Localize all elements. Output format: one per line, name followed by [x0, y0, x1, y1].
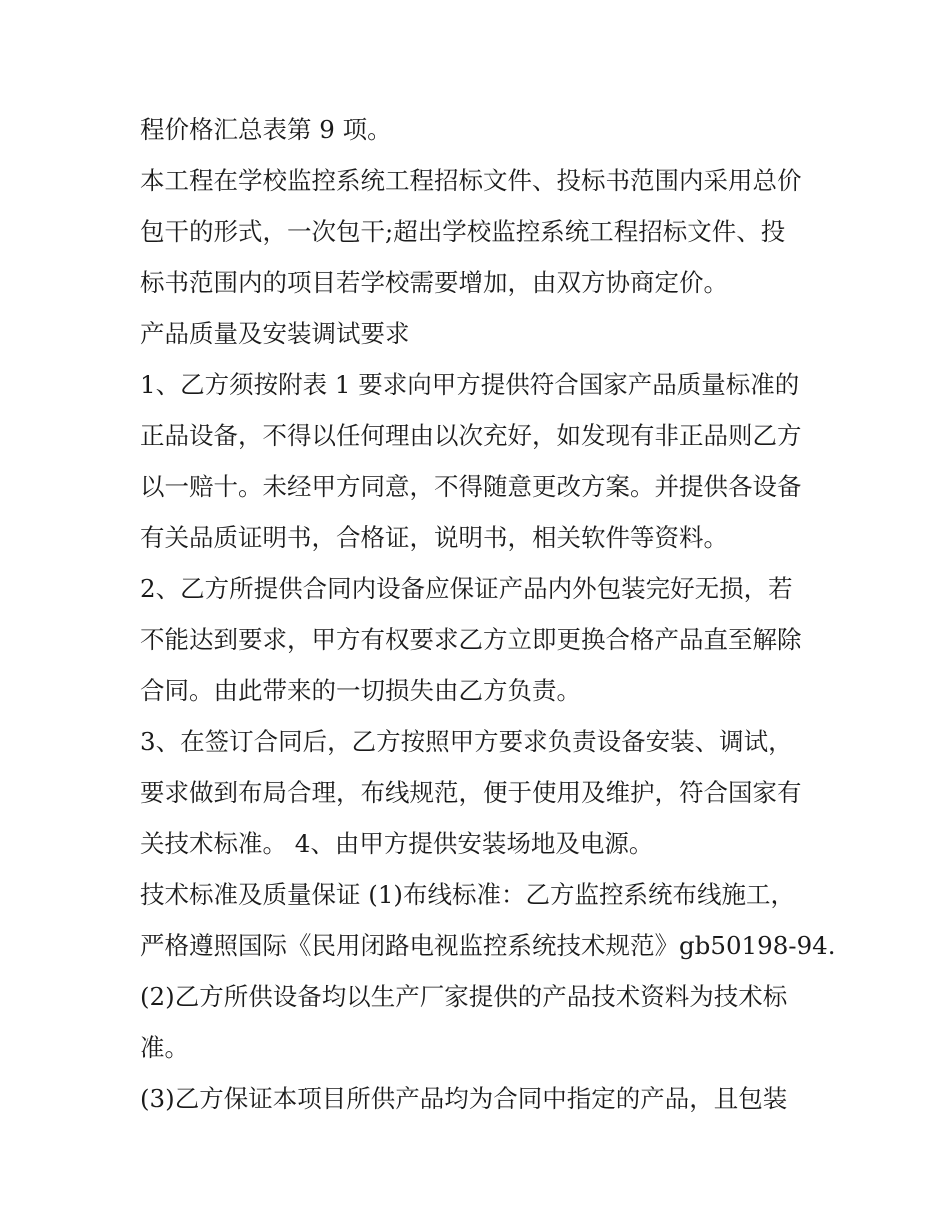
text-line: 包干的形式，一次包干;超出学校监控系统工程招标文件、投 [140, 217, 786, 246]
text-line: 有关品质证明书，合格证，说明书，相关软件等资料。 [140, 523, 728, 552]
text-line: 要求做到布局合理，布线规范，便于使用及维护，符合国家有 [140, 778, 802, 807]
text-line: 关技术标准。 4、由甲方提供安装场地及电源。 [140, 829, 654, 858]
text-line: 3、在签订合同后，乙方按照甲方要求负责设备安装、调试， [140, 727, 793, 756]
text-line: 合同。由此带来的一切损失由乙方负责。 [140, 676, 581, 705]
text-line: 标书范围内的项目若学校需要增加，由双方协商定价。 [140, 268, 728, 297]
text-line: 以一赔十。未经甲方同意，不得随意更改方案。并提供各设备 [140, 472, 802, 501]
text-line: 准。 [140, 1033, 189, 1062]
section-heading: 产品质量及安装调试要求 [140, 319, 410, 348]
document-body [140, 104, 836, 1124]
text-line: 不能达到要求，甲方有权要求乙方立即更换合格产品直至解除 [140, 625, 802, 654]
text-line: (2)乙方所供设备均以生产厂家提供的产品技术资料为技术标 [140, 982, 788, 1011]
text-line: 程价格汇总表第 9 项。 [140, 115, 392, 144]
text-line: 2、乙方所提供合同内设备应保证产品内外包装完好无损，若 [140, 574, 793, 603]
text-line: (3)乙方保证本项目所供产品均为合同中指定的产品，且包装 [140, 1084, 788, 1113]
text-line: 技术标准及质量保证 (1)布线标准：乙方监控系统布线施工， [140, 880, 795, 909]
text-line: 本工程在学校监控系统工程招标文件、投标书范围内采用总价 [140, 166, 802, 195]
text-line: 严格遵照国际《民用闭路电视监控系统技术规范》gb50198-94. [140, 931, 836, 960]
text-line: 1、乙方须按附表 1 要求向甲方提供符合国家产品质量标准的 [140, 370, 800, 399]
text-line: 正品设备，不得以任何理由以次充好，如发现有非正品则乙方 [140, 421, 802, 450]
